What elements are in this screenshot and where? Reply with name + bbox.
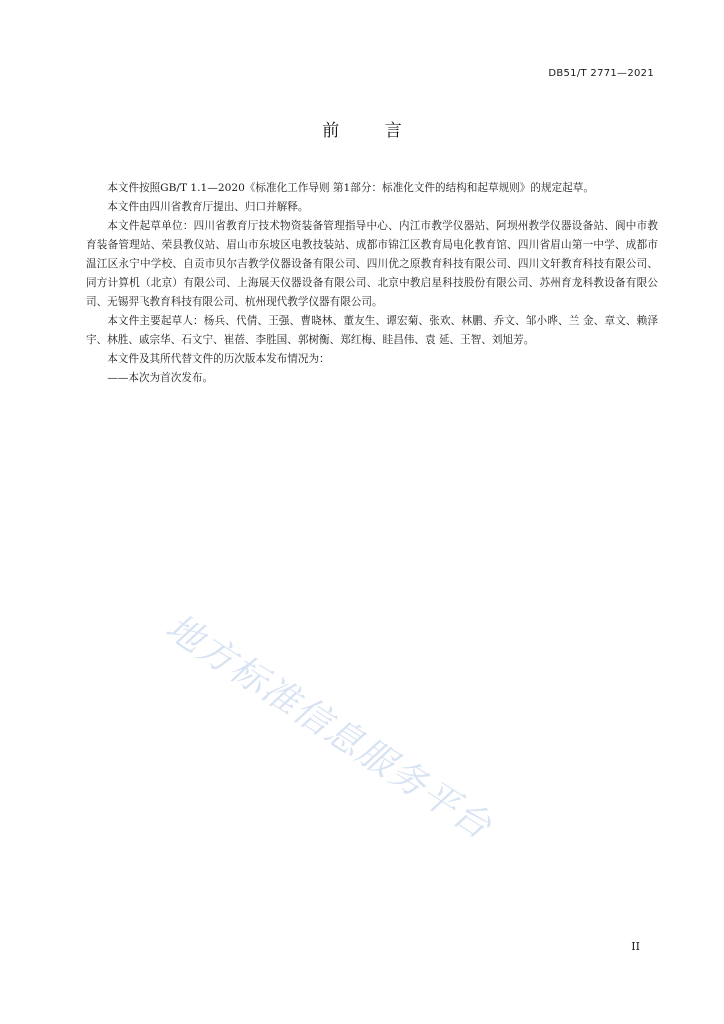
paragraph-version-history: 本文件及其所代替文件的历次版本发布情况为： (107, 353, 330, 365)
page-number: II (631, 940, 640, 953)
paragraph-drafting-units: 本文件起草单位：四川省教育厅技术物资装备管理指导中心、内江市教学仪器站、阿坝州教学仪器设备站、阆中市教育装备管理站、荣县教仪站、眉山市东坡区电教技装站、成都市锦江区教育局电化教育馆、四川省眉山第一中学、成都市温江区永宁中学校、自贡市贝尔吉教学仪器设备有限公司、四川优之原教育科技有限公司、四川文轩教育科技有限公司、同方计算机（北京）有限公司、上海展天仪器设备有限公司、北京中教启星科技股份有限公司、苏州育龙科教设备有限公司、无锡羿飞教育科技有限公司、杭州现代教学仪器有限公司。 (86, 220, 658, 308)
paragraph-proposer: 本文件由四川省教育厅提出、归口并解释。 (107, 201, 309, 213)
paragraph-drafters: 本文件主要起草人：杨兵、代倩、王强、曹晓林、董友生、谭宏菊、张欢、林鹏、乔文、邹小晔、兰 金、章文、赖泽宇、林胜、戚宗华、石文宁、崔蓓、李胜国、郭树衡、郑红梅、眭昌伟、袁 延、王智、刘旭芳。 (86, 315, 658, 346)
page-title: 前 言 (322, 121, 422, 141)
document-code: DB51/T 2771—2021 (548, 68, 654, 79)
paragraph-drafting-rules: 本文件按照GB/T 1.1—2020《标准化工作导则 第1部分：标准化文件的结构和起草规则》的规定起草。 (107, 182, 594, 194)
foreword-body (86, 179, 658, 388)
watermark: 地方标准信息服务平台 (158, 606, 500, 849)
paragraph-first-release: ——本次为首次发布。 (107, 372, 214, 384)
